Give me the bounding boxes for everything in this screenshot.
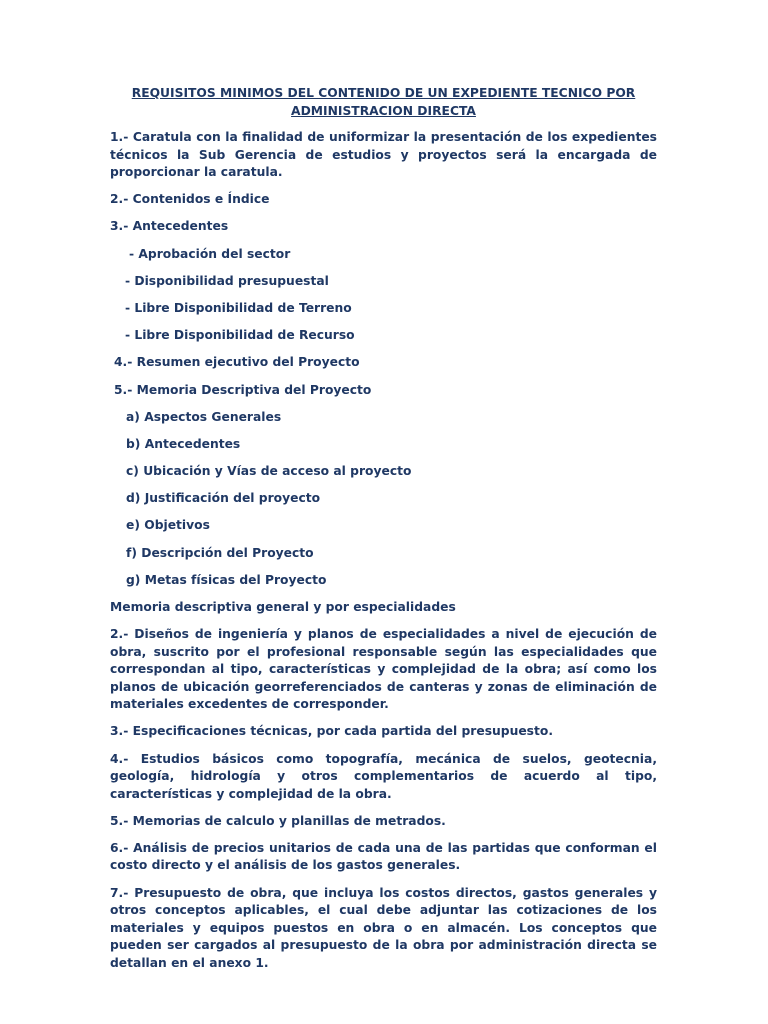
paragraph-contenidos: 2.- Contenidos e Índice [110, 192, 270, 207]
antecedentes-item: - Aprobación del sector [129, 246, 291, 261]
memoria-item: b) Antecedentes [126, 436, 241, 451]
antecedentes-item: - Libre Disponibilidad de Recurso [125, 328, 355, 343]
paragraph-presupuesto: 7.- Presupuesto de obra, que incluya los costos directos, gastos generales y otros conceptos aplicables, el cual debe adjuntar las cotizaciones de los materiales y equipos puestos en obra o en almacén. Los conceptos que pueden ser cargados al presupuesto de la obra por administración directa se detallan en el anexo 1. [110, 885, 657, 970]
paragraph-estudios: 4.- Estudios básicos como topografía, mecánica de suelos, geotecnia, geología, hidrología y otros complementarios de acuerdo al tipo, características y complejidad de la obra. [110, 751, 657, 801]
paragraph-memorias-calculo: 5.- Memorias de calculo y planillas de metrados. [110, 813, 446, 828]
paragraph-memoria: 5.- Memoria Descriptiva del Proyecto [114, 382, 372, 397]
memoria-item: a) Aspectos Generales [126, 409, 282, 424]
paragraph-analisis-precios: 6.- Análisis de precios unitarios de cada una de las partidas que conforman el costo directo y el análisis de los gastos generales. [110, 840, 657, 873]
paragraph-resumen: 4.- Resumen ejecutivo del Proyecto [114, 355, 360, 370]
document-page [110, 85, 657, 982]
paragraph-memoria-general: Memoria descriptiva general y por especialidades [110, 600, 456, 614]
memoria-item: e) Objetivos [126, 518, 210, 533]
paragraph-caratula: 1.- Caratula con la finalidad de uniformizar la presentación de los expedientes técnicos la Sub Gerencia de estudios y proyectos será la encargada de proporcionar la caratula. [110, 130, 657, 179]
antecedentes-item: - Disponibilidad presupuestal [125, 273, 329, 288]
paragraph-antecedentes: 3.- Antecedentes [110, 219, 229, 234]
memoria-item: f) Descripción del Proyecto [126, 545, 314, 560]
memoria-item: d) Justificación del proyecto [126, 491, 321, 506]
memoria-item: g) Metas físicas del Proyecto [126, 572, 327, 587]
paragraph-disenos: 2.- Diseños de ingeniería y planos de especialidades a nivel de ejecución de obra, suscrito por el profesional responsable según las especialidades que correspondan al tipo, características y complejidad de la obra; así como los planos de ubicación georreferenciados de canteras y zonas de eliminación de materiales excedentes de corresponder. [110, 627, 657, 712]
document-title: REQUISITOS MINIMOS DEL CONTENIDO DE UN EXPEDIENTE TECNICO POR ADMINISTRACION DIRECTA [131, 86, 636, 118]
paragraph-especificaciones: 3.- Especificaciones técnicas, por cada partida del presupuesto. [110, 724, 553, 739]
memoria-item: c) Ubicación y Vías de acceso al proyecto [126, 464, 412, 479]
antecedentes-item: - Libre Disponibilidad de Terreno [125, 300, 352, 315]
